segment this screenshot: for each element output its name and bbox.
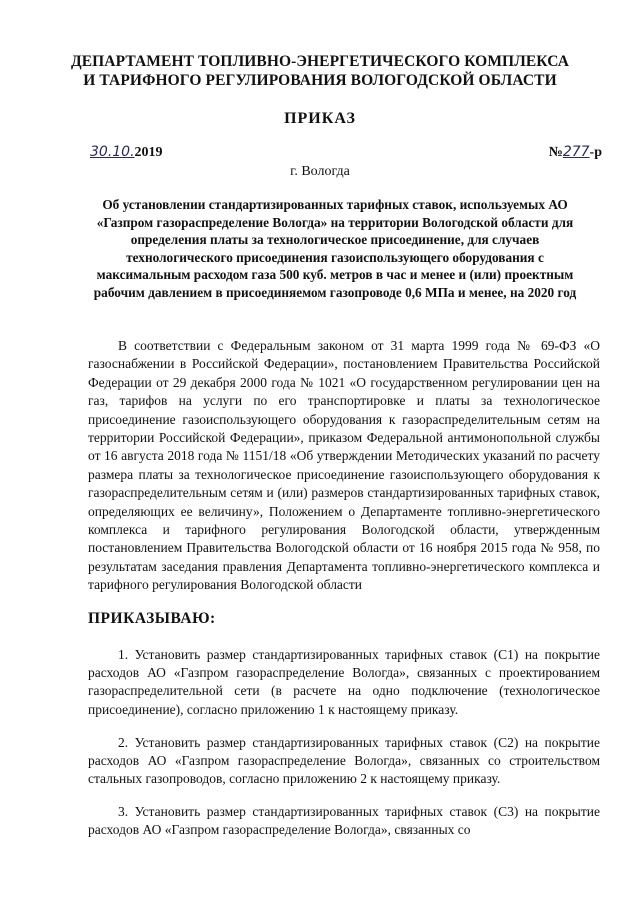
order-number <box>549 144 602 161</box>
order-item-2: 2. Установить размер стандартизированных тарифных ставок (С2) на покрытие расходов АО «Газпром газораспределение Вологда», связанных со строительством стальных газопроводов, согласно приложению 2 к настоящему приказу. <box>88 735 600 787</box>
order-subject: Об установлении стандартизированных тарифных ставок, используемых АО «Газпром газораспределение Вологда» на территории Вологодской области для определения платы за технологическое присоединение, для случаев технологического присоединения газоиспользующего оборудования с максимальным расходом газа 500 куб. метров в час и менее и (или) проектным рабочим давлением в присоединяемом газопроводе 0,6 МПа и менее, на 2020 год <box>93 197 577 300</box>
order-item-3: 3. Установить размер стандартизированных тарифных ставок (С3) на покрытие расходов АО «Газпром газораспределение Вологда», связанных со <box>88 804 600 838</box>
order-date <box>90 144 163 161</box>
department-heading <box>40 52 600 90</box>
department-line-2: И ТАРИФНОГО РЕГУЛИРОВАНИЯ ВОЛОГОДСКОЙ ОБЛАСТИ <box>83 72 557 89</box>
handwritten-number: 277 <box>562 144 590 160</box>
directive-heading: ПРИКАЗЫВАЮ: <box>88 610 216 627</box>
document-type-title: ПРИКАЗ <box>284 110 356 127</box>
city-line: г. Вологда <box>290 164 350 179</box>
date-number-row <box>90 144 602 164</box>
order-year: 2019 <box>134 145 163 160</box>
number-suffix: -р <box>589 145 602 160</box>
order-item-3-wrapper <box>88 803 600 841</box>
preamble-paragraph: В соответствии с Федеральным законом от 31 марта 1999 года № 69-ФЗ «О газоснабжении в Российской Федерации», постановлением Правительства Российской Федерации от 29 декабря 2000 года № 1021 «О государственном регулировании цен на газ, тарифов на услуги по его транспортировке и платы за технологическое присоединение газоиспользующего оборудования к газораспределительным сетям на территории Российской Федерации», приказом Федеральной антимонопольной службы от 16 августа 2018 года № 1151/18 «Об утверждении Методических указаний по расчету размера платы за технологическое присоединение газоиспользующего оборудования к газораспределительным сетям и (или) размеров стандартизированных тарифных ставок, определяющих ее величину», Положением о Департаменте топливно-энергетического комплекса и тарифного регулирования Вологодской области, утвержденным постановлением Правительства Вологодской области от 16 ноября 2015 года № 958, по результатам заседания правления Департамента топливно-энергетического комплекса и тарифного регулирования Вологодской области <box>88 338 600 593</box>
department-line-1: ДЕПАРТАМЕНТ ТОПЛИВНО-ЭНЕРГЕТИЧЕСКОГО КОМПЛЕКСА <box>70 53 570 70</box>
handwritten-date: 30.10. <box>90 144 135 160</box>
order-item-1: 1. Установить размер стандартизированных тарифных ставок (С1) на покрытие расходов АО «Газпром газораспределение Вологда», связанных с проектированием газораспределительной сети (в расчете на одно подключение (технологическое присоединение), согласно приложению 1 к настоящему приказу. <box>88 647 600 717</box>
number-sign: № <box>548 145 563 160</box>
